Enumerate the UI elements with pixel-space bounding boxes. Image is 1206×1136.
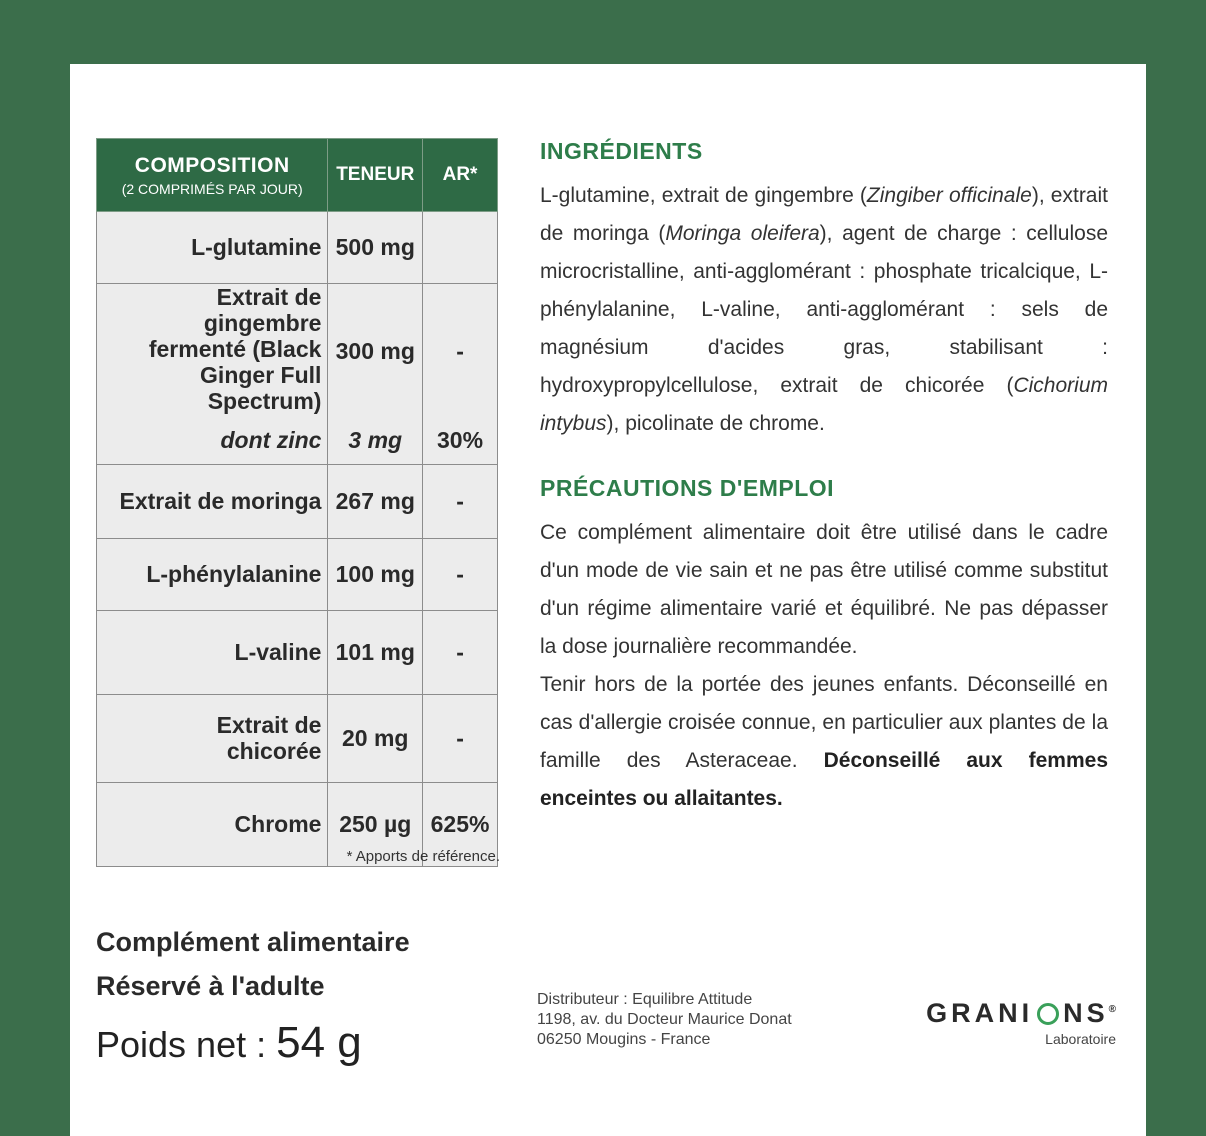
ingredients-latin-name: Cichorium intybus: [540, 374, 1108, 435]
text-column: [540, 138, 1108, 818]
table-row: [97, 284, 498, 419]
table-footnote: * Apports de référence.: [346, 848, 500, 865]
precautions-text-1: Ce complément alimentaire doit être utilisé dans le cadre d'un mode de vie sain et ne pas être utilisé comme substitut d'un régime alimentaire varié et équilibré. Ne pas dépasser la dose journalière recommandée.: [540, 521, 1108, 658]
row-ar: -: [423, 694, 498, 782]
row-ar: -: [423, 464, 498, 538]
logo-circle-icon: [1037, 1003, 1059, 1025]
row-name-line: Extrait de: [216, 712, 322, 738]
product-audience: Réservé à l'adulte: [96, 971, 325, 1001]
label-panel: [70, 64, 1146, 1136]
header-teneur: TENEUR: [328, 139, 423, 212]
precautions-warning: Déconseillé aux femmes enceintes ou allaitantes.: [540, 749, 1108, 810]
net-weight-label: Poids net :: [96, 1024, 277, 1065]
ingredients-text-part: ), picolinate de chrome.: [606, 412, 825, 435]
header-composition: [97, 139, 328, 212]
ingredients-text: [540, 177, 1108, 443]
row-value: 20 mg: [328, 694, 423, 782]
net-weight: [96, 1018, 410, 1068]
precautions-text-2: [540, 666, 1108, 818]
row-name: Extrait de moringa: [97, 464, 328, 538]
logo-registered-mark: ®: [1108, 1004, 1116, 1015]
ingredients-text-part: ), agent de charge : cellulose microcristalline, anti-agglomérant : phosphate tricalcique, L-phénylalanine, L-valine, anti-agglomérant : sels de magnésium d'acides gras, stabilisant : hydroxypropylcellulose, extrait de chicorée (: [540, 222, 1108, 397]
table-row: [97, 418, 498, 464]
ingredients-title: INGRÉDIENTS: [540, 138, 703, 164]
row-name: Chrome: [97, 782, 328, 866]
ingredients-latin-name: Moringa oleifera: [665, 222, 820, 245]
distributor-info: [537, 990, 792, 1050]
net-weight-value: 54 g: [276, 1018, 362, 1067]
row-value: 250 µg: [328, 782, 423, 866]
ingredients-text-part: L-glutamine, extrait de gingembre (: [540, 184, 867, 207]
distributor-line: 06250 Mougins - France: [537, 1031, 711, 1048]
row-name-line: fermenté (Black: [148, 336, 322, 362]
row-value: 100 mg: [328, 538, 423, 610]
table-header-row: [97, 139, 498, 212]
row-ar: 30%: [423, 418, 498, 464]
logo-text-part: NS: [1063, 998, 1109, 1028]
row-name: L-glutamine: [97, 212, 328, 284]
table-row: [97, 212, 498, 284]
row-value: 300 mg: [328, 284, 423, 419]
row-name: [97, 284, 328, 419]
product-info: [96, 920, 410, 1068]
logo-wordmark: [896, 998, 1116, 1029]
row-value: 101 mg: [328, 610, 423, 694]
row-name: [97, 694, 328, 782]
precautions-text-part: Tenir hors de la portée des jeunes enfants. Déconseillé en cas d'allergie croisée connue, en particulier aux plantes de la famille des Asteraceae.: [540, 673, 1108, 772]
product-type: Complément alimentaire: [96, 927, 410, 957]
logo-text-part: GRANI: [926, 998, 1034, 1028]
row-ar: -: [423, 610, 498, 694]
granions-logo: [896, 998, 1116, 1047]
ingredients-text-part: ), extrait de moringa (: [540, 184, 1108, 245]
row-ar: 625%: [423, 782, 498, 866]
header-ar: AR*: [423, 139, 498, 212]
row-name: L-phénylalanine: [97, 538, 328, 610]
distributor-line: Distributeur : Equilibre Attitude: [537, 991, 753, 1008]
row-ar: [423, 212, 498, 284]
header-composition-sub: (2 COMPRIMÉS PAR JOUR): [121, 180, 303, 197]
table-row: [97, 694, 498, 782]
row-ar: -: [423, 284, 498, 419]
ingredients-latin-name: Zingiber officinale: [866, 184, 1032, 207]
row-name-line: Ginger Full Spectrum): [200, 362, 322, 414]
header-composition-title: COMPOSITION: [134, 153, 290, 177]
logo-subtitle: Laboratoire: [1045, 1031, 1116, 1047]
row-value: 267 mg: [328, 464, 423, 538]
row-ar: -: [423, 538, 498, 610]
composition-table: [96, 138, 498, 867]
distributor-line: 1198, av. du Docteur Maurice Donat: [537, 1011, 792, 1028]
row-name: dont zinc: [97, 418, 328, 464]
row-value: 3 mg: [328, 418, 423, 464]
row-value: 500 mg: [328, 212, 423, 284]
precautions-title: PRÉCAUTIONS D'EMPLOI: [540, 475, 835, 501]
row-name-line: chicorée: [226, 738, 322, 764]
row-name: L-valine: [97, 610, 328, 694]
table-row: [97, 538, 498, 610]
row-name-line: Extrait de gingembre: [203, 284, 322, 336]
table-row: [97, 464, 498, 538]
table-row: [97, 610, 498, 694]
